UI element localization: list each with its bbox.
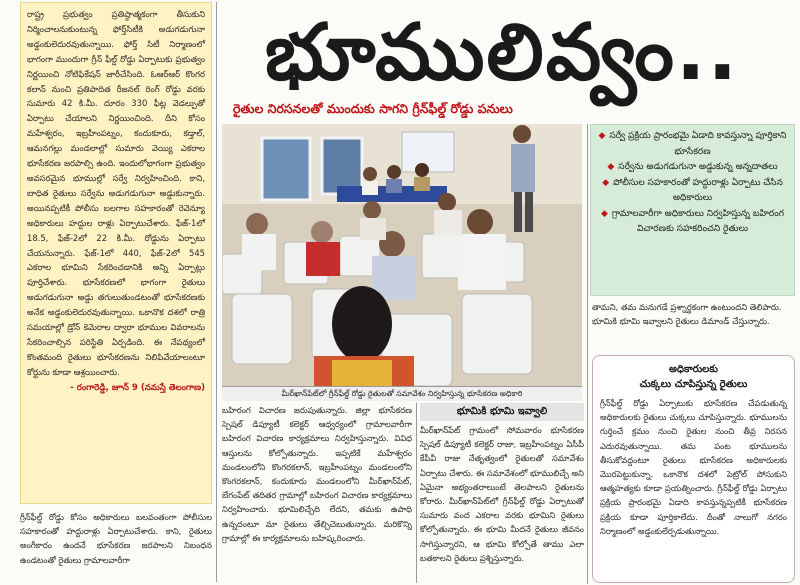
left-column-box [20,2,212,504]
sidebar-story-title [600,362,787,392]
highlight-item [597,160,788,176]
highlights-box [590,124,795,296]
headline: భూములివ్వం.. [264,8,740,98]
highlight-text: పోలీసుల సహకారంతో హద్దురాళ్లు ఏర్పాటు చేసిన అధికారులు [613,177,783,203]
diamond-bullet-icon: ◆ [607,162,615,172]
right-paragraph: తామని, తమ మనుగడే ప్రశ్నార్థకంగా ఉంటుందని తెలిపారు. భూమికి భూమి ఇవ్వాలని రైతులు డిమాండ్ చేస్తున్నారు. [592,302,782,326]
sidebar-story-box [592,355,795,583]
diamond-bullet-icon: ◆ [598,131,606,141]
highlight-item [597,176,788,207]
dateline: - రంగారెడ్డి, జూన్ 9 (నమస్తే తెలంగాణ) [70,382,205,393]
highlight-item [597,207,788,238]
highlight-text: సర్వేను అడుగడుగునా అడ్డుకున్న అన్నదాతలు [618,162,778,172]
sidebar-story-text: గ్రీన్‌ఫీల్డ్ రోడ్డు ఏర్పాటుకు భూసేకరణ చేపడుతున్న అధికారులకు రైతులు చుక్కలు చూపిస్తున్నారు. భూములను గుర్తించే క్రమం నుంచి రైతుల నుంచి తీవ్ర నిరసన ఎదురవుతున్నాయి. తమ పంట భూములను తీసుకోవద్దంటూ రైతులు భూసేకరణ అధికారులకు మొరపెట్టుకున్నా. ఒకానొక దశలో పెట్రోల్ పోసుకుని ఆత్మహత్యకు కూడా ప్రయత్నించారు. గ్రీన్‌ఫీల్డ్ రోడ్డు ఏర్పాటు ప్రక్రియ ప్రారంభమై ఏడాది కావస్తున్నప్పటికీ భూసేకరణ ప్రక్రియ కూడా పూర్తికాలేదు. దీంతో నాలుగో నగరం నిర్మాణంలో అడ్డంకులేర్పడుతున్నాయి. [600,398,787,536]
subsection-text: మీర్‌ఖాన్‌పేట్ గ్రామంలో సోమవారం భూసేకరణ స్పెషల్ డిప్యూటీ కలెక్టర్ రాజా, ఇబ్రహీంపట్నం ఏసీపీ కేపీవీ రాజు నేతృత్వంలో రైతులతో సమావేశం ఏర్పాటు చేశారు. ఈ సమావేశంలో భూములిచ్చే అని ఏమైనా అభ్యంతరాలుంటే తెలపాలని రైతులను కోరారు. మీర్‌ఖాన్‌పేట్‌లో గ్రీన్‌ఫీల్డ్ రోడ్డు ఏర్పాటుతో సుమారు వంద ఎకరాల వరకు భూమిని రైతులు కోల్పోతున్నారు. ఈ భూమి మీదనే రైతులు జీవనం సాగిస్తున్నారని, ఆ భూమి కోల్పోతే తాము ఎలా బతకాలని రైతులు ప్రశ్నిస్తున్నారు. [420,425,584,563]
column-divider [416,403,417,583]
diamond-bullet-icon: ◆ [600,208,608,219]
left-bottom-text: గ్రీన్‌ఫీల్డ్ రోడ్డు కోసం అధికారులు బలవంతంగా పోలీసుల సహకారంతో హద్దురాళ్లు ఏర్పాటుచేశారు. కాని, రైతులు అంగీకారం ఉందనే భూసేకరణ జరపాలని నిబంధన ఉండటంతో రైతులు గ్రామాలవారీగా [20,512,212,565]
subsection-heading: భూమికి భూమి ఇవ్వాలి [420,403,584,421]
photo-caption: మీర్‌ఖాన్‌పేట్‌లో గ్రీన్‌ఫీల్డ్ రోడ్డు రైతులతో సమావేశం నిర్వహిస్తున్న భూసేకరణ అధికారి [222,386,582,401]
sidebar-story-title-line1: అధికారులకు [669,364,718,375]
meeting-photo-illustration [222,124,582,386]
subsection [420,403,584,583]
highlight-item [597,129,788,160]
highlight-text: గ్రామాలవారీగా అధికారులు నిర్వహిస్తున్న బహిరంగ విచారణకు సహకరించని రైతులు [611,208,785,234]
sidebar-story-title-line2: చుక్కలు చూపిస్తున్న రైతులు [639,379,748,390]
meeting-photo [222,124,582,386]
middle-column-text: బహిరంగ విచారణ జరుపుతున్నారు. జిల్లా భూసేకరణ స్పెషల్ డిప్యూటీ కలెక్టర్ ఆధ్వర్యంలో గ్రామాలవారీగా బహిరంగ విచారణ కార్యక్రమాలు నిర్వహిస్తున్నారు. వివిధ ఆస్తులను కోల్పోతున్నారు. ఇప్పటికే మహేశ్వరం మండలంలోని కొంగరకలాన్, ఇబ్రహీంపట్నం మండలంలోని కొంగరకలాన్, కందుకూరు మండలంలోని మీర్‌ఖాన్‌పేట్, బేగంపేట్ తదితర గ్రామాల్లో బహిరంగ విచారణ కార్యక్రమాలు నిర్వహించారు. భూమిలిచ్చేది లేదని, తమకు ఉపాధి ఉన్నదంటూ మా రైతులు తేల్చిచెబుతున్నారు. మరికొన్ని గ్రామాల్లో ఈ కార్యక్రమాలను బహిష్కరించారు. [222,405,412,543]
diamond-bullet-icon: ◆ [602,177,610,188]
column-divider [216,2,217,582]
subheadline: రైతుల నిరసనలతో ముందుకు సాగని గ్రీన్‌ఫీల్డ్ రోడ్డు పనులు [233,101,513,116]
column-divider [587,124,588,584]
highlight-text: సర్వే ప్రక్రియ ప్రారంభమై ఏడాది కావస్తున్నా పూర్తికాని భూసేకరణ [609,131,787,157]
left-column-text: రాష్ట్ర ప్రభుత్వం ప్రతిష్ఠాత్మకంగా తీసుకుని నిర్మించాలనుకుంటున్న ఫోర్త్‌సిటీకి అడుగడుగునా అడ్డంకులెదురవుతున్నాయి. ఫోర్త్ సిటీ నిర్మాణంలో భాగంగా ముందుగా గ్రీన్ ఫీల్డ్ రోడ్డు ఏర్పాటుకు ప్రభుత్వం నిర్ణయించి నోటిఫికేషన్ జారీచేసింది. ఓఆర్‌ఆర్ కొంగర కలాన్ నుంచి ప్రతిపాదిత రీజనల్ రింగ్ రోడ్డు వరకు సుమారు 42 కి.మీ. దూరం 330 ఫీట్ల వెడల్పుతో ఏర్పాటు చేయాలని నిర్ణయించింది. దీని కోసం మహేశ్వరం, ఇబ్రహీంపట్నం, కందుకూరు, కడ్తాల్, ఆమనగల్లు మండలాల్లో సుమారు వెయ్యి ఎకరాల భూసేకరణ జరపాల్సి ఉంది. ఇందులోభాగంగా ప్రభుత్వం అవసరమైన భూముల్లో సర్వే నిర్వహించింది. కాని, బాధిత రైతులు సర్వేను అడుగడుగునా అడ్డుకున్నారు. అయినప్పటికీ పోలీసు బలగాల సహకారంతో రెవెన్యూ అధికారులు హద్దుల రాళ్లు ఏర్పాటుచేశారు. ఫేజ్-1లో 18.5, ఫేజ్-2లో 22 కి.మీ. రోడ్డును ఏర్పాటు చేయనున్నారు. ఫేజ్-1లో 440, ఫేజ్-2లో 545 ఎకరాల భూమిని సేకరించడానికి అన్ని ఏర్పాట్లు పూర్తిచేశారు. భూసేకరణలో భాగంగా రైతులు అడుగడుగునా అడ్డు తగులుతుండటంతో భూసేకరణకు అనేక అడ్డంకులెదురవుతున్నాయి. ఒకానొక దశలో రాత్రి సమయాల్లో డ్రోన్ కెమెరాల ద్వారా భూముల వివరాలను సేకరించాల్సిన పరిస్థితి ఏర్పడింది. ఈ నేపథ్యంలో కొంతమంది రైతులు భూసేకరణను నిలిపివేయాలంటూ కోర్టును కూడా ఆశ్రయించారు. [27,9,205,377]
